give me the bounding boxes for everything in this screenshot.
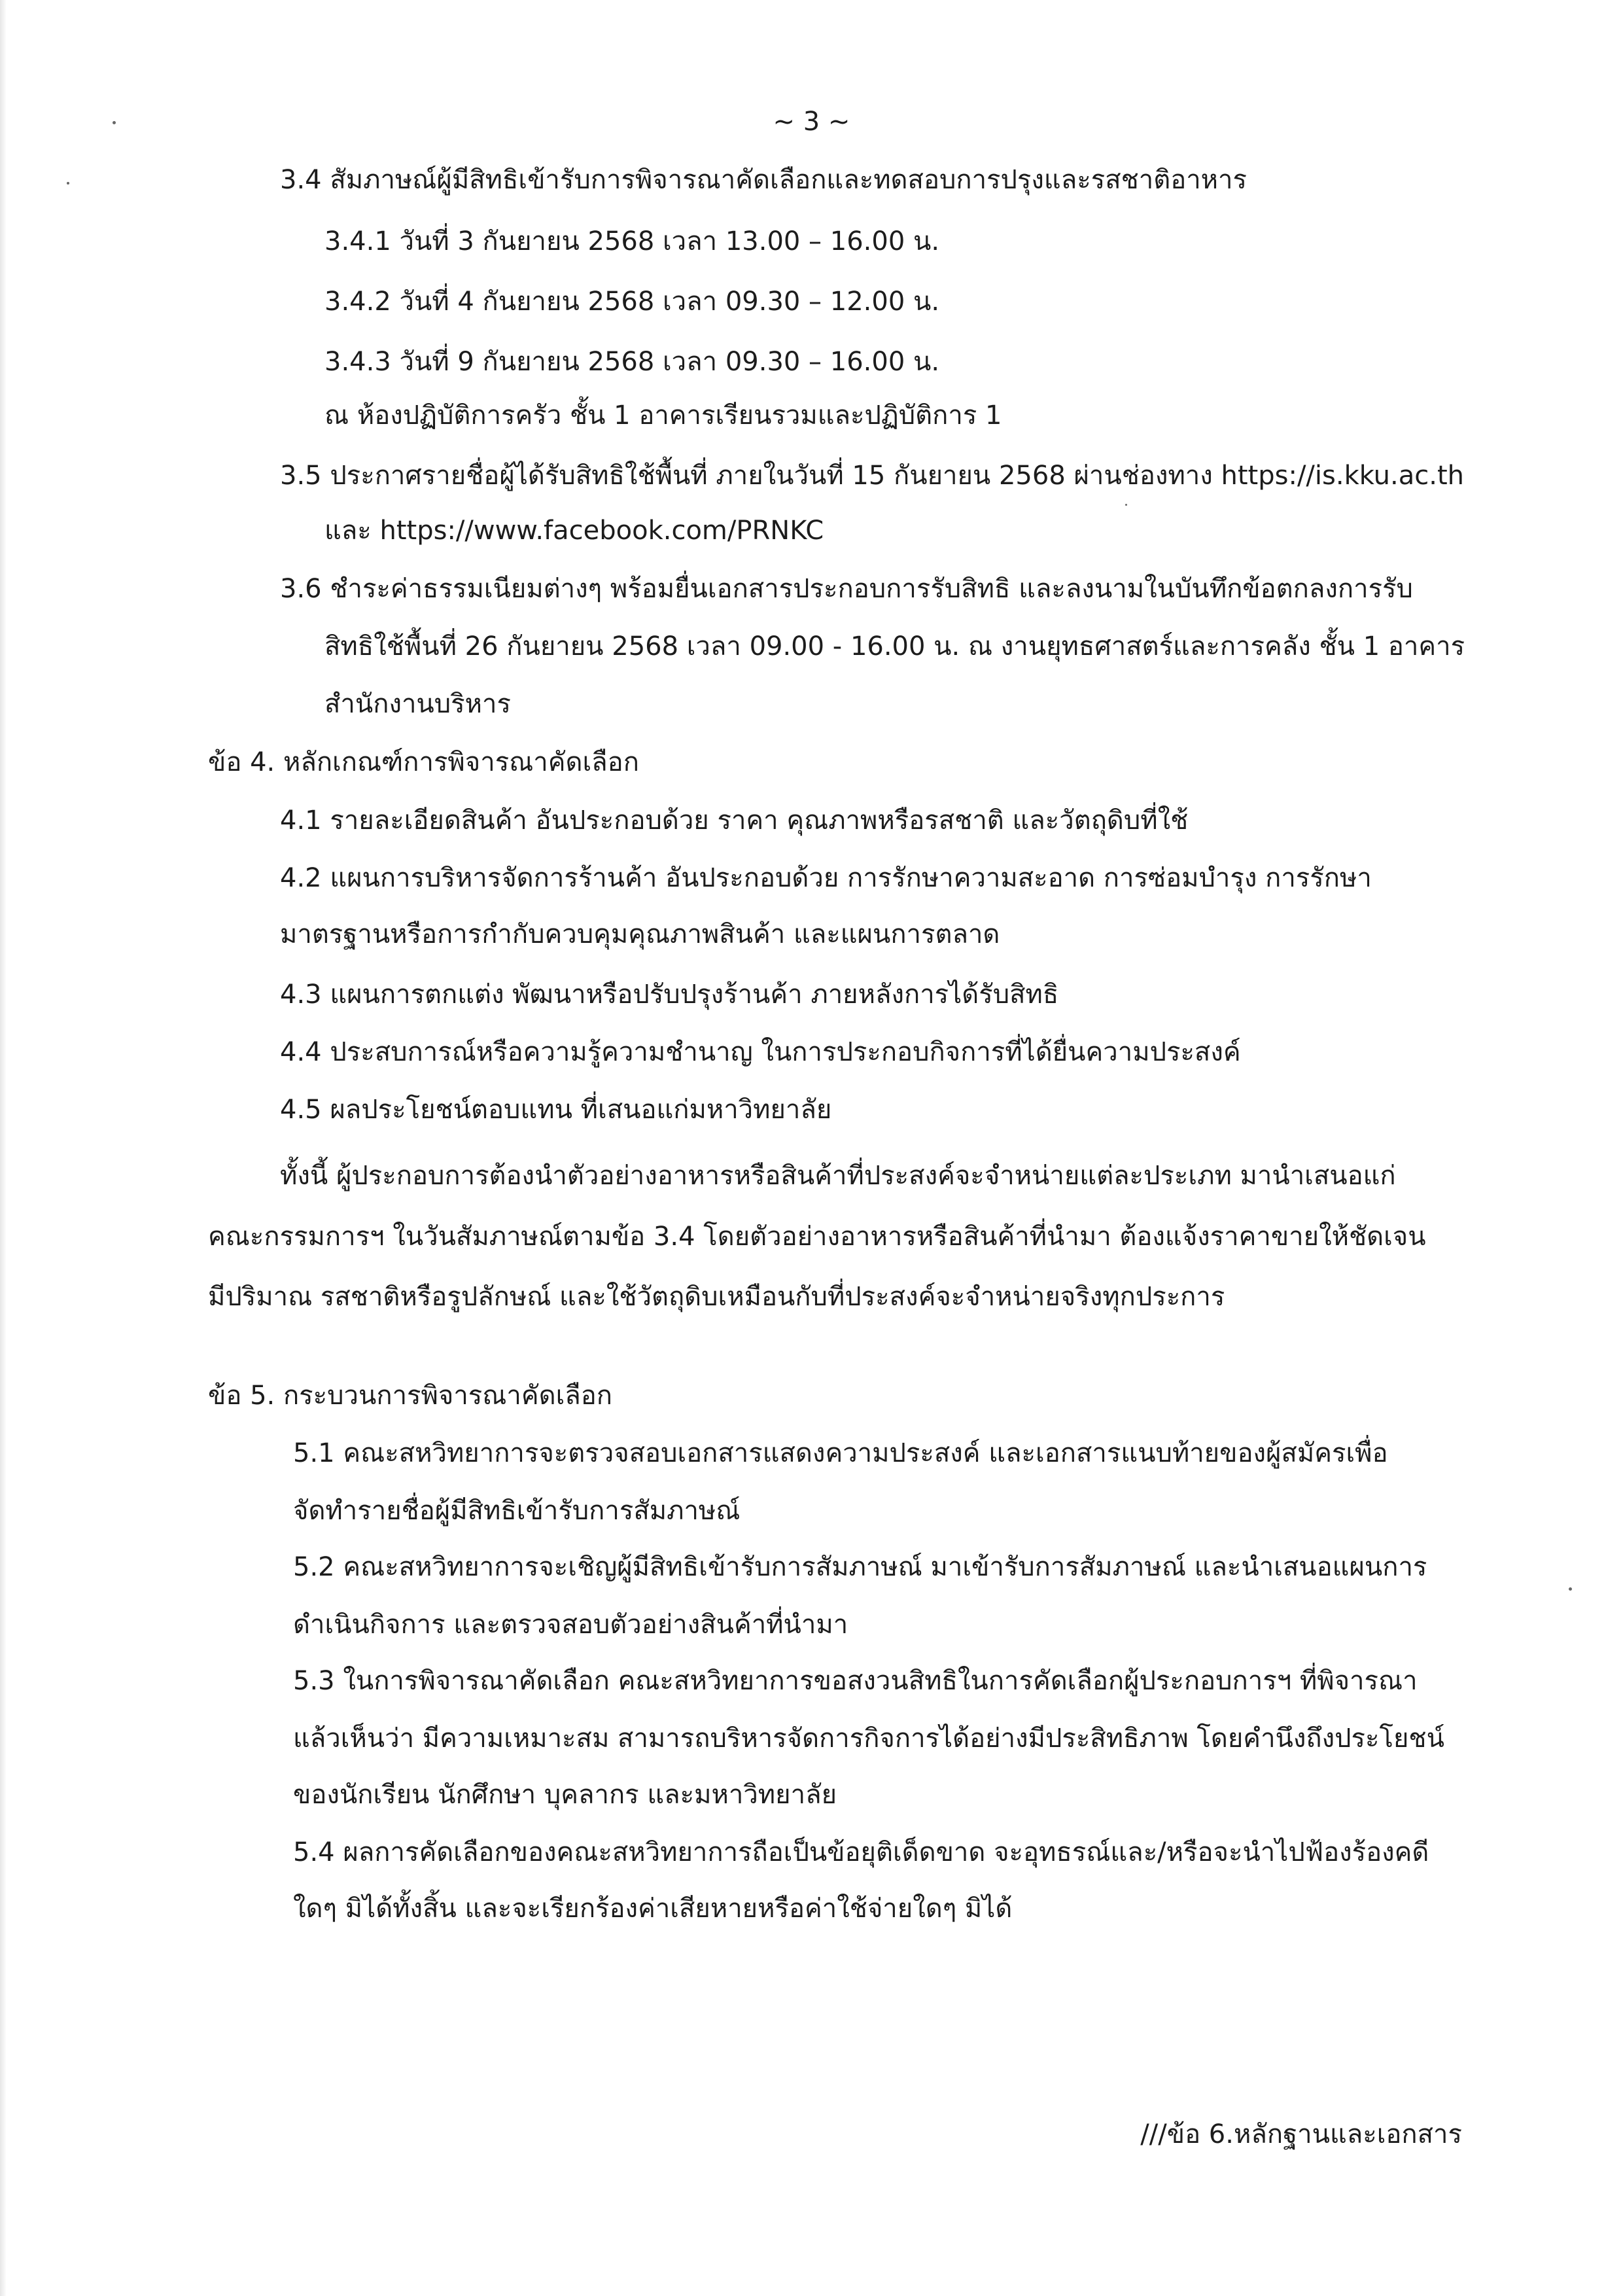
- section-3-4-location: ณ ห้องปฏิบัติการครัว ชั้น 1 อาคารเรียนรวมและปฏิบัติการ 1: [324, 400, 1002, 431]
- section-5-3-line-2: แล้วเห็นว่า มีความเหมาะสม สามารถบริหารจัดการกิจการได้อย่างมีประสิทธิภาพ โดยคำนึงถึงประโยชน์: [293, 1723, 1444, 1754]
- section-5-1-line-1: 5.1 คณะสหวิทยาการจะตรวจสอบเอกสารแสดงความประสงค์ และเอกสารแนบท้ายของผู้สมัครเพื่อ: [293, 1438, 1388, 1468]
- scan-speck: [1569, 1587, 1572, 1591]
- note-line-1: ทั้งนี้ ผู้ประกอบการต้องนำตัวอย่างอาหารหรือสินค้าที่ประสงค์จะจำหน่ายแต่ละประเภท มานำเสนอแก่: [280, 1161, 1396, 1191]
- section-5-2-line-1: 5.2 คณะสหวิทยาการจะเชิญผู้มีสิทธิเข้ารับการสัมภาษณ์ มาเข้ารับการสัมภาษณ์ และนำเสนอแผนการ: [293, 1552, 1427, 1582]
- section-4-3: 4.3 แผนการตกแต่ง พัฒนาหรือปรับปรุงร้านค้า ภายหลังการได้รับสิทธิ: [280, 980, 1059, 1010]
- section-4-2-line-1: 4.2 แผนการบริหารจัดการร้านค้า อันประกอบด้วย การรักษาความสะอาด การซ่อมบำรุง การรักษา: [280, 863, 1372, 893]
- section-5-2-line-2: ดำเนินกิจการ และตรวจสอบตัวอย่างสินค้าที่นำมา: [293, 1610, 848, 1640]
- note-line-3: มีปริมาณ รสชาติหรือรูปลักษณ์ และใช้วัตถุดิบเหมือนกับที่ประสงค์จะจำหน่ายจริงทุกประการ: [208, 1282, 1225, 1312]
- section-3-6-line-3: สำนักงานบริหาร: [324, 689, 511, 719]
- section-5-4-line-1: 5.4 ผลการคัดเลือกของคณะสหวิทยาการถือเป็นข้อยุติเด็ดขาด จะอุทธรณ์และ/หรือจะนำไปฟ้องร้องคดี: [293, 1837, 1429, 1867]
- section-4-1: 4.1 รายละเอียดสินค้า อันประกอบด้วย ราคา คุณภาพหรือรสชาติ และวัตถุดิบที่ใช้: [280, 805, 1189, 836]
- section-5-4-line-2: ใดๆ มิได้ทั้งสิ้น และจะเรียกร้องค่าเสียหายหรือค่าใช้จ่ายใดๆ มิได้: [293, 1894, 1013, 1924]
- scan-speck: [1125, 504, 1127, 506]
- section-3-4-1: 3.4.1 วันที่ 3 กันยายน 2568 เวลา 13.00 – 16.00 น.: [324, 226, 940, 256]
- section-3-4-2: 3.4.2 วันที่ 4 กันยายน 2568 เวลา 09.30 – 12.00 น.: [324, 287, 940, 317]
- section-3-6-line-2: สิทธิใช้พื้นที่ 26 กันยายน 2568 เวลา 09.00 - 16.00 น. ณ งานยุทธศาสตร์และการคลัง ชั้น 1 อาคาร: [324, 631, 1465, 662]
- section-4-heading: ข้อ 4. หลักเกณฑ์การพิจารณาคัดเลือก: [208, 747, 639, 777]
- continuation-reference: ///ข้อ 6.หลักฐานและเอกสาร: [1140, 2119, 1462, 2149]
- scan-speck: [67, 182, 69, 185]
- page-number: ~ 3 ~: [773, 107, 850, 137]
- section-3-5-line-2: และ https://www.facebook.com/PRNKC: [324, 516, 824, 546]
- section-3-6-line-1: 3.6 ชำระค่าธรรมเนียมต่างๆ พร้อมยื่นเอกสารประกอบการรับสิทธิ และลงนามในบันทึกข้อตกลงการรับ: [280, 574, 1413, 604]
- section-4-5: 4.5 ผลประโยชน์ตอบแทน ที่เสนอแก่มหาวิทยาลัย: [280, 1095, 832, 1125]
- scan-edge: [0, 0, 7, 2296]
- section-5-1-line-2: จัดทำรายชื่อผู้มีสิทธิเข้ารับการสัมภาษณ์: [293, 1496, 741, 1526]
- section-3-5-line-1: 3.5 ประกาศรายชื่อผู้ได้รับสิทธิใช้พื้นที่ ภายในวันที่ 15 กันยายน 2568 ผ่านช่องทาง https://is.kku.ac.th: [280, 461, 1464, 491]
- section-4-4: 4.4 ประสบการณ์หรือความรู้ความชำนาญ ในการประกอบกิจการที่ได้ยื่นความประสงค์: [280, 1037, 1241, 1067]
- section-5-heading: ข้อ 5. กระบวนการพิจารณาคัดเลือก: [208, 1381, 612, 1411]
- note-line-2: คณะกรรมการฯ ในวันสัมภาษณ์ตามข้อ 3.4 โดยตัวอย่างอาหารหรือสินค้าที่นำมา ต้องแจ้งราคาขายให้ชัดเจน: [208, 1222, 1426, 1252]
- section-4-2-line-2: มาตรฐานหรือการกำกับควบคุมคุณภาพสินค้า และแผนการตลาด: [280, 919, 1000, 949]
- section-5-3-line-1: 5.3 ในการพิจารณาคัดเลือก คณะสหวิทยาการขอสงวนสิทธิในการคัดเลือกผู้ประกอบการฯ ที่พิจารณา: [293, 1666, 1418, 1696]
- section-3-4-3: 3.4.3 วันที่ 9 กันยายน 2568 เวลา 09.30 – 16.00 น.: [324, 347, 940, 377]
- section-5-3-line-3: ของนักเรียน นักศึกษา บุคลากร และมหาวิทยาลัย: [293, 1780, 837, 1810]
- section-3-4-title: 3.4 สัมภาษณ์ผู้มีสิทธิเข้ารับการพิจารณาคัดเลือกและทดสอบการปรุงและรสชาติอาหาร: [280, 165, 1247, 195]
